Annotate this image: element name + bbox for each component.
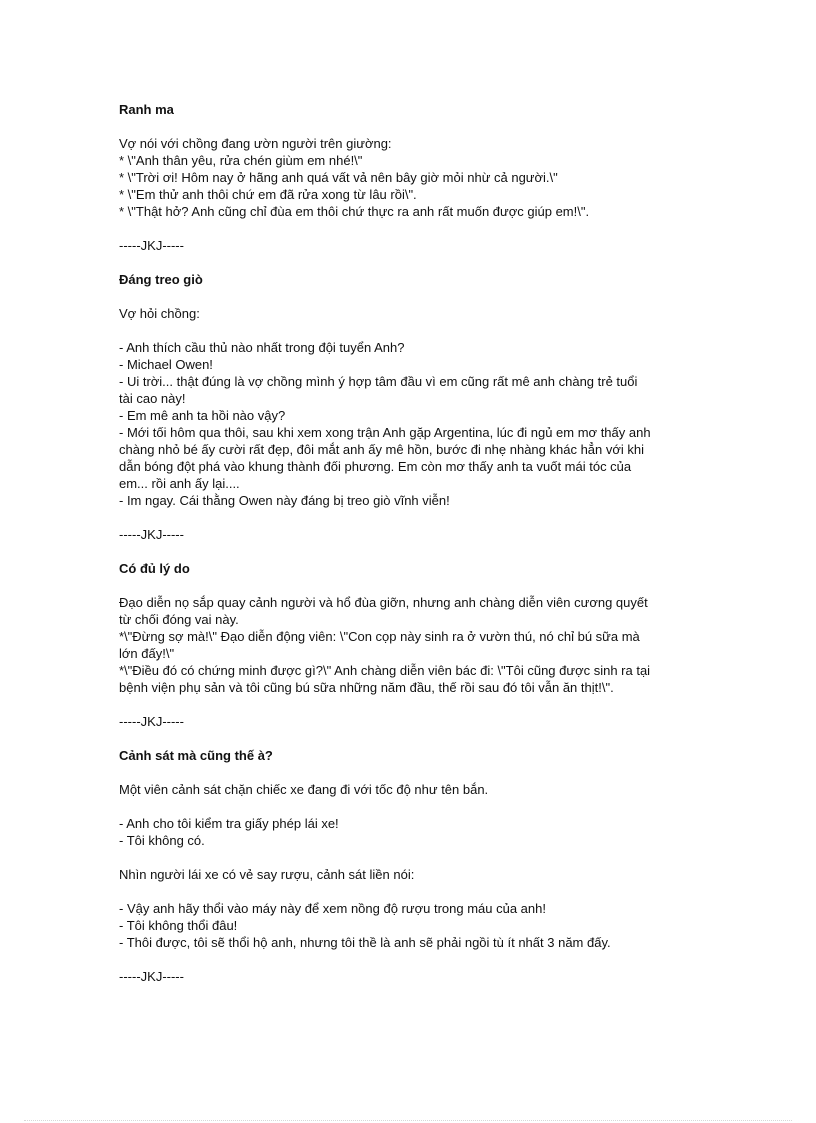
text-line: Đạo diễn nọ sắp quay cảnh người và hổ đùa giỡn, nhưng anh chàng diễn viên cương quyết — [119, 595, 648, 610]
text-line: tài cao này! — [119, 391, 186, 406]
section-title: Ranh ma — [119, 102, 174, 117]
text-line: Vợ hỏi chồng: — [119, 306, 200, 321]
page-bottom-border — [24, 1120, 792, 1121]
text-line: - Anh cho tôi kiểm tra giấy phép lái xe! — [119, 816, 339, 831]
document-page — [119, 101, 719, 1002]
paragraph-gap — [119, 730, 719, 747]
text-line: * \"Anh thân yêu, rửa chén giùm em nhé!\" — [119, 153, 363, 168]
paragraph-gap — [119, 322, 719, 339]
text-line: - Em mê anh ta hồi nào vậy? — [119, 408, 286, 423]
paragraph-gap — [119, 509, 719, 526]
text-line: * \"Thật hở? Anh cũng chỉ đùa em thôi chứ thực ra anh rất muốn được giúp em!\". — [119, 204, 590, 219]
paragraph-gap — [119, 543, 719, 560]
text-line: * \"Trời ơi! Hôm nay ở hãng anh quá vất vả nên bây giờ mỏi nhừ cả người.\" — [119, 170, 558, 185]
text-line: lớn đấy!\" — [119, 646, 175, 661]
section-title: Cảnh sát mà cũng thế à? — [119, 748, 273, 763]
text-line: - Tôi không thổi đâu! — [119, 918, 238, 933]
text-line: - Im ngay. Cái thằng Owen này đáng bị treo giò vĩnh viễn! — [119, 493, 450, 508]
paragraph-gap — [119, 118, 719, 135]
paragraph-gap — [119, 883, 719, 900]
text-line: - Tôi không có. — [119, 833, 205, 848]
text-line: Một viên cảnh sát chặn chiếc xe đang đi với tốc độ như tên bắn. — [119, 782, 489, 797]
paragraph-gap — [119, 577, 719, 594]
section-separator: -----JKJ----- — [119, 714, 184, 729]
text-line: - Ui trời... thật đúng là vợ chồng mình ý hợp tâm đầu vì em cũng rất mê anh chàng trẻ tuổi — [119, 374, 638, 389]
text-line: * \"Em thử anh thôi chứ em đã rửa xong từ lâu rồi\". — [119, 187, 417, 202]
text-line: - Vậy anh hãy thổi vào máy này để xem nồng độ rượu trong máu của anh! — [119, 901, 546, 916]
paragraph-gap — [119, 798, 719, 815]
text-line: - Mới tối hôm qua thôi, sau khi xem xong trận Anh gặp Argentina, lúc đi ngủ em mơ thấy anh — [119, 425, 651, 440]
text-line: - Anh thích cầu thủ nào nhất trong đội tuyển Anh? — [119, 340, 405, 355]
section-title: Đáng treo giò — [119, 272, 203, 287]
text-line: Vợ nói với chồng đang ườn người trên giường: — [119, 136, 392, 151]
paragraph-gap — [119, 696, 719, 713]
section-title: Có đủ lý do — [119, 561, 190, 576]
text-line: Nhìn người lái xe có vẻ say rượu, cảnh sát liền nói: — [119, 867, 415, 882]
section-separator: -----JKJ----- — [119, 969, 184, 984]
paragraph-gap — [119, 254, 719, 271]
text-line: - Thôi được, tôi sẽ thổi hộ anh, nhưng tôi thề là anh sẽ phải ngồi tù ít nhất 3 năm đấy. — [119, 935, 611, 950]
paragraph-gap — [119, 951, 719, 968]
text-line: em... rồi anh ấy lại.... — [119, 476, 240, 491]
section-separator: -----JKJ----- — [119, 527, 184, 542]
text-line: bệnh viện phụ sản và tôi cũng bú sữa những năm đầu, thế rồi sau đó tôi vẫn ăn thịt!\". — [119, 680, 614, 695]
text-line: - Michael Owen! — [119, 357, 213, 372]
paragraph-gap — [119, 288, 719, 305]
text-line: *\"Đừng sợ mà!\" Đạo diễn động viên: \"Con cọp này sinh ra ở vườn thú, nó chỉ bú sữa mà — [119, 629, 640, 644]
section-separator: -----JKJ----- — [119, 238, 184, 253]
paragraph-gap — [119, 985, 719, 1002]
text-line: dẫn bóng đột phá vào khung thành đối phương. Em còn mơ thấy anh ta vuốt mái tóc của — [119, 459, 632, 474]
paragraph-gap — [119, 849, 719, 866]
paragraph-gap — [119, 220, 719, 237]
text-line: *\"Điều đó có chứng minh được gì?\" Anh chàng diễn viên bác đi: \"Tôi cũng được sinh ra tại — [119, 663, 651, 678]
text-line: từ chối đóng vai này. — [119, 612, 239, 627]
text-line: chàng nhỏ bé ấy cười rất đẹp, đôi mắt anh ấy mê hồn, bước đi nhẹ nhàng khác hẳn với khi — [119, 442, 645, 457]
paragraph-gap — [119, 764, 719, 781]
